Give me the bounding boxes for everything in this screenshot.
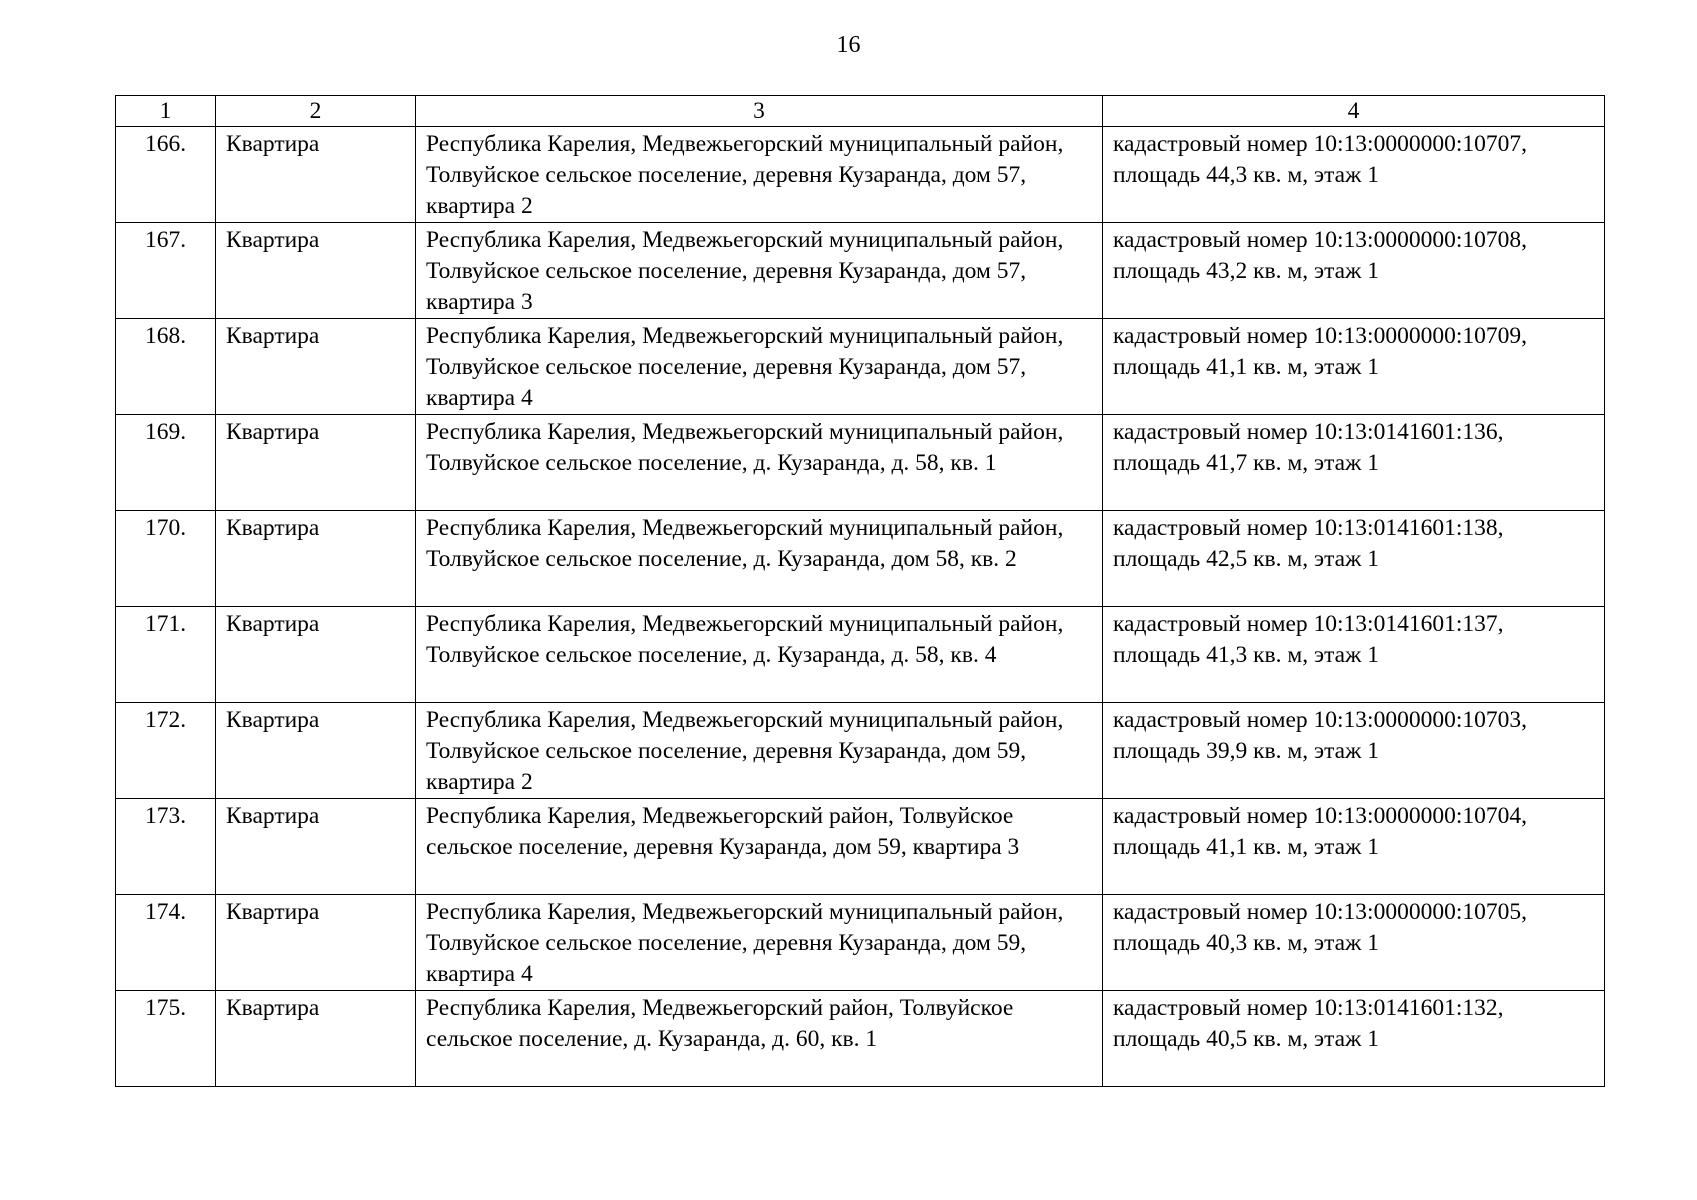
object-type: Квартира (216, 895, 416, 991)
object-details: кадастровый номер 10:13:0141601:136, площадь 41,7 кв. м, этаж 1 (1103, 415, 1605, 511)
column-header-1: 1 (116, 96, 216, 127)
row-number: 173. (116, 799, 216, 895)
table-row (116, 415, 1605, 511)
object-type: Квартира (216, 511, 416, 607)
object-details: кадастровый номер 10:13:0000000:10705, площадь 40,3 кв. м, этаж 1 (1103, 895, 1605, 991)
object-type: Квартира (216, 991, 416, 1087)
object-details: кадастровый номер 10:13:0141601:137, площадь 41,3 кв. м, этаж 1 (1103, 607, 1605, 703)
object-address: Республика Карелия, Медвежьегорский муниципальный район, Толвуйское сельское поселение, деревня Кузаранда, дом 57, квартира 4 (416, 319, 1103, 415)
table-row (116, 511, 1605, 607)
object-address: Республика Карелия, Медвежьегорский муниципальный район, Толвуйское сельское поселение, деревня Кузаранда, дом 57, квартира 3 (416, 223, 1103, 319)
object-details: кадастровый номер 10:13:0000000:10703, площадь 39,9 кв. м, этаж 1 (1103, 703, 1605, 799)
object-details: кадастровый номер 10:13:0141601:138, площадь 42,5 кв. м, этаж 1 (1103, 511, 1605, 607)
object-address: Республика Карелия, Медвежьегорский муниципальный район, Толвуйское сельское поселение, деревня Кузаранда, дом 59, квартира 2 (416, 703, 1103, 799)
object-address: Республика Карелия, Медвежьегорский муниципальный район, Толвуйское сельское поселение, деревня Кузаранда, дом 57, квартира 2 (416, 127, 1103, 223)
table-row (116, 127, 1605, 223)
table-row (116, 799, 1605, 895)
page-number: 16 (836, 32, 861, 58)
object-details: кадастровый номер 10:13:0141601:132, площадь 40,5 кв. м, этаж 1 (1103, 991, 1605, 1087)
row-number: 168. (116, 319, 216, 415)
row-number: 172. (116, 703, 216, 799)
column-header-3: 3 (416, 96, 1103, 127)
object-details: кадастровый номер 10:13:0000000:10709, площадь 41,1 кв. м, этаж 1 (1103, 319, 1605, 415)
object-details: кадастровый номер 10:13:0000000:10704, площадь 41,1 кв. м, этаж 1 (1103, 799, 1605, 895)
property-table (115, 95, 1605, 1087)
table-header (116, 96, 1605, 127)
object-address: Республика Карелия, Медвежьегорский муниципальный район, Толвуйское сельское поселение, д. Кузаранда, дом 58, кв. 2 (416, 511, 1103, 607)
row-number: 167. (116, 223, 216, 319)
table-row (116, 703, 1605, 799)
table-row (116, 223, 1605, 319)
table-body (116, 127, 1605, 1087)
header-row (116, 96, 1605, 127)
row-number: 170. (116, 511, 216, 607)
object-address: Республика Карелия, Медвежьегорский муниципальный район, Толвуйское сельское поселение, деревня Кузаранда, дом 59, квартира 4 (416, 895, 1103, 991)
object-type: Квартира (216, 703, 416, 799)
object-address: Республика Карелия, Медвежьегорский муниципальный район, Толвуйское сельское поселение, д. Кузаранда, д. 58, кв. 4 (416, 607, 1103, 703)
object-type: Квартира (216, 607, 416, 703)
object-address: Республика Карелия, Медвежьегорский район, Толвуйское сельское поселение, д. Кузаранда, д. 60, кв. 1 (416, 991, 1103, 1087)
object-details: кадастровый номер 10:13:0000000:10707, площадь 44,3 кв. м, этаж 1 (1103, 127, 1605, 223)
row-number: 174. (116, 895, 216, 991)
table-row (116, 319, 1605, 415)
column-header-2: 2 (216, 96, 416, 127)
object-details: кадастровый номер 10:13:0000000:10708, площадь 43,2 кв. м, этаж 1 (1103, 223, 1605, 319)
row-number: 166. (116, 127, 216, 223)
object-type: Квартира (216, 223, 416, 319)
table-row (116, 607, 1605, 703)
row-number: 169. (116, 415, 216, 511)
table-row (116, 991, 1605, 1087)
row-number: 171. (116, 607, 216, 703)
object-type: Квартира (216, 127, 416, 223)
object-address: Республика Карелия, Медвежьегорский район, Толвуйское сельское поселение, деревня Кузаранда, дом 59, квартира 3 (416, 799, 1103, 895)
row-number: 175. (116, 991, 216, 1087)
object-type: Квартира (216, 799, 416, 895)
object-address: Республика Карелия, Медвежьегорский муниципальный район, Толвуйское сельское поселение, д. Кузаранда, д. 58, кв. 1 (416, 415, 1103, 511)
column-header-4: 4 (1103, 96, 1605, 127)
object-type: Квартира (216, 319, 416, 415)
table-row (116, 895, 1605, 991)
object-type: Квартира (216, 415, 416, 511)
